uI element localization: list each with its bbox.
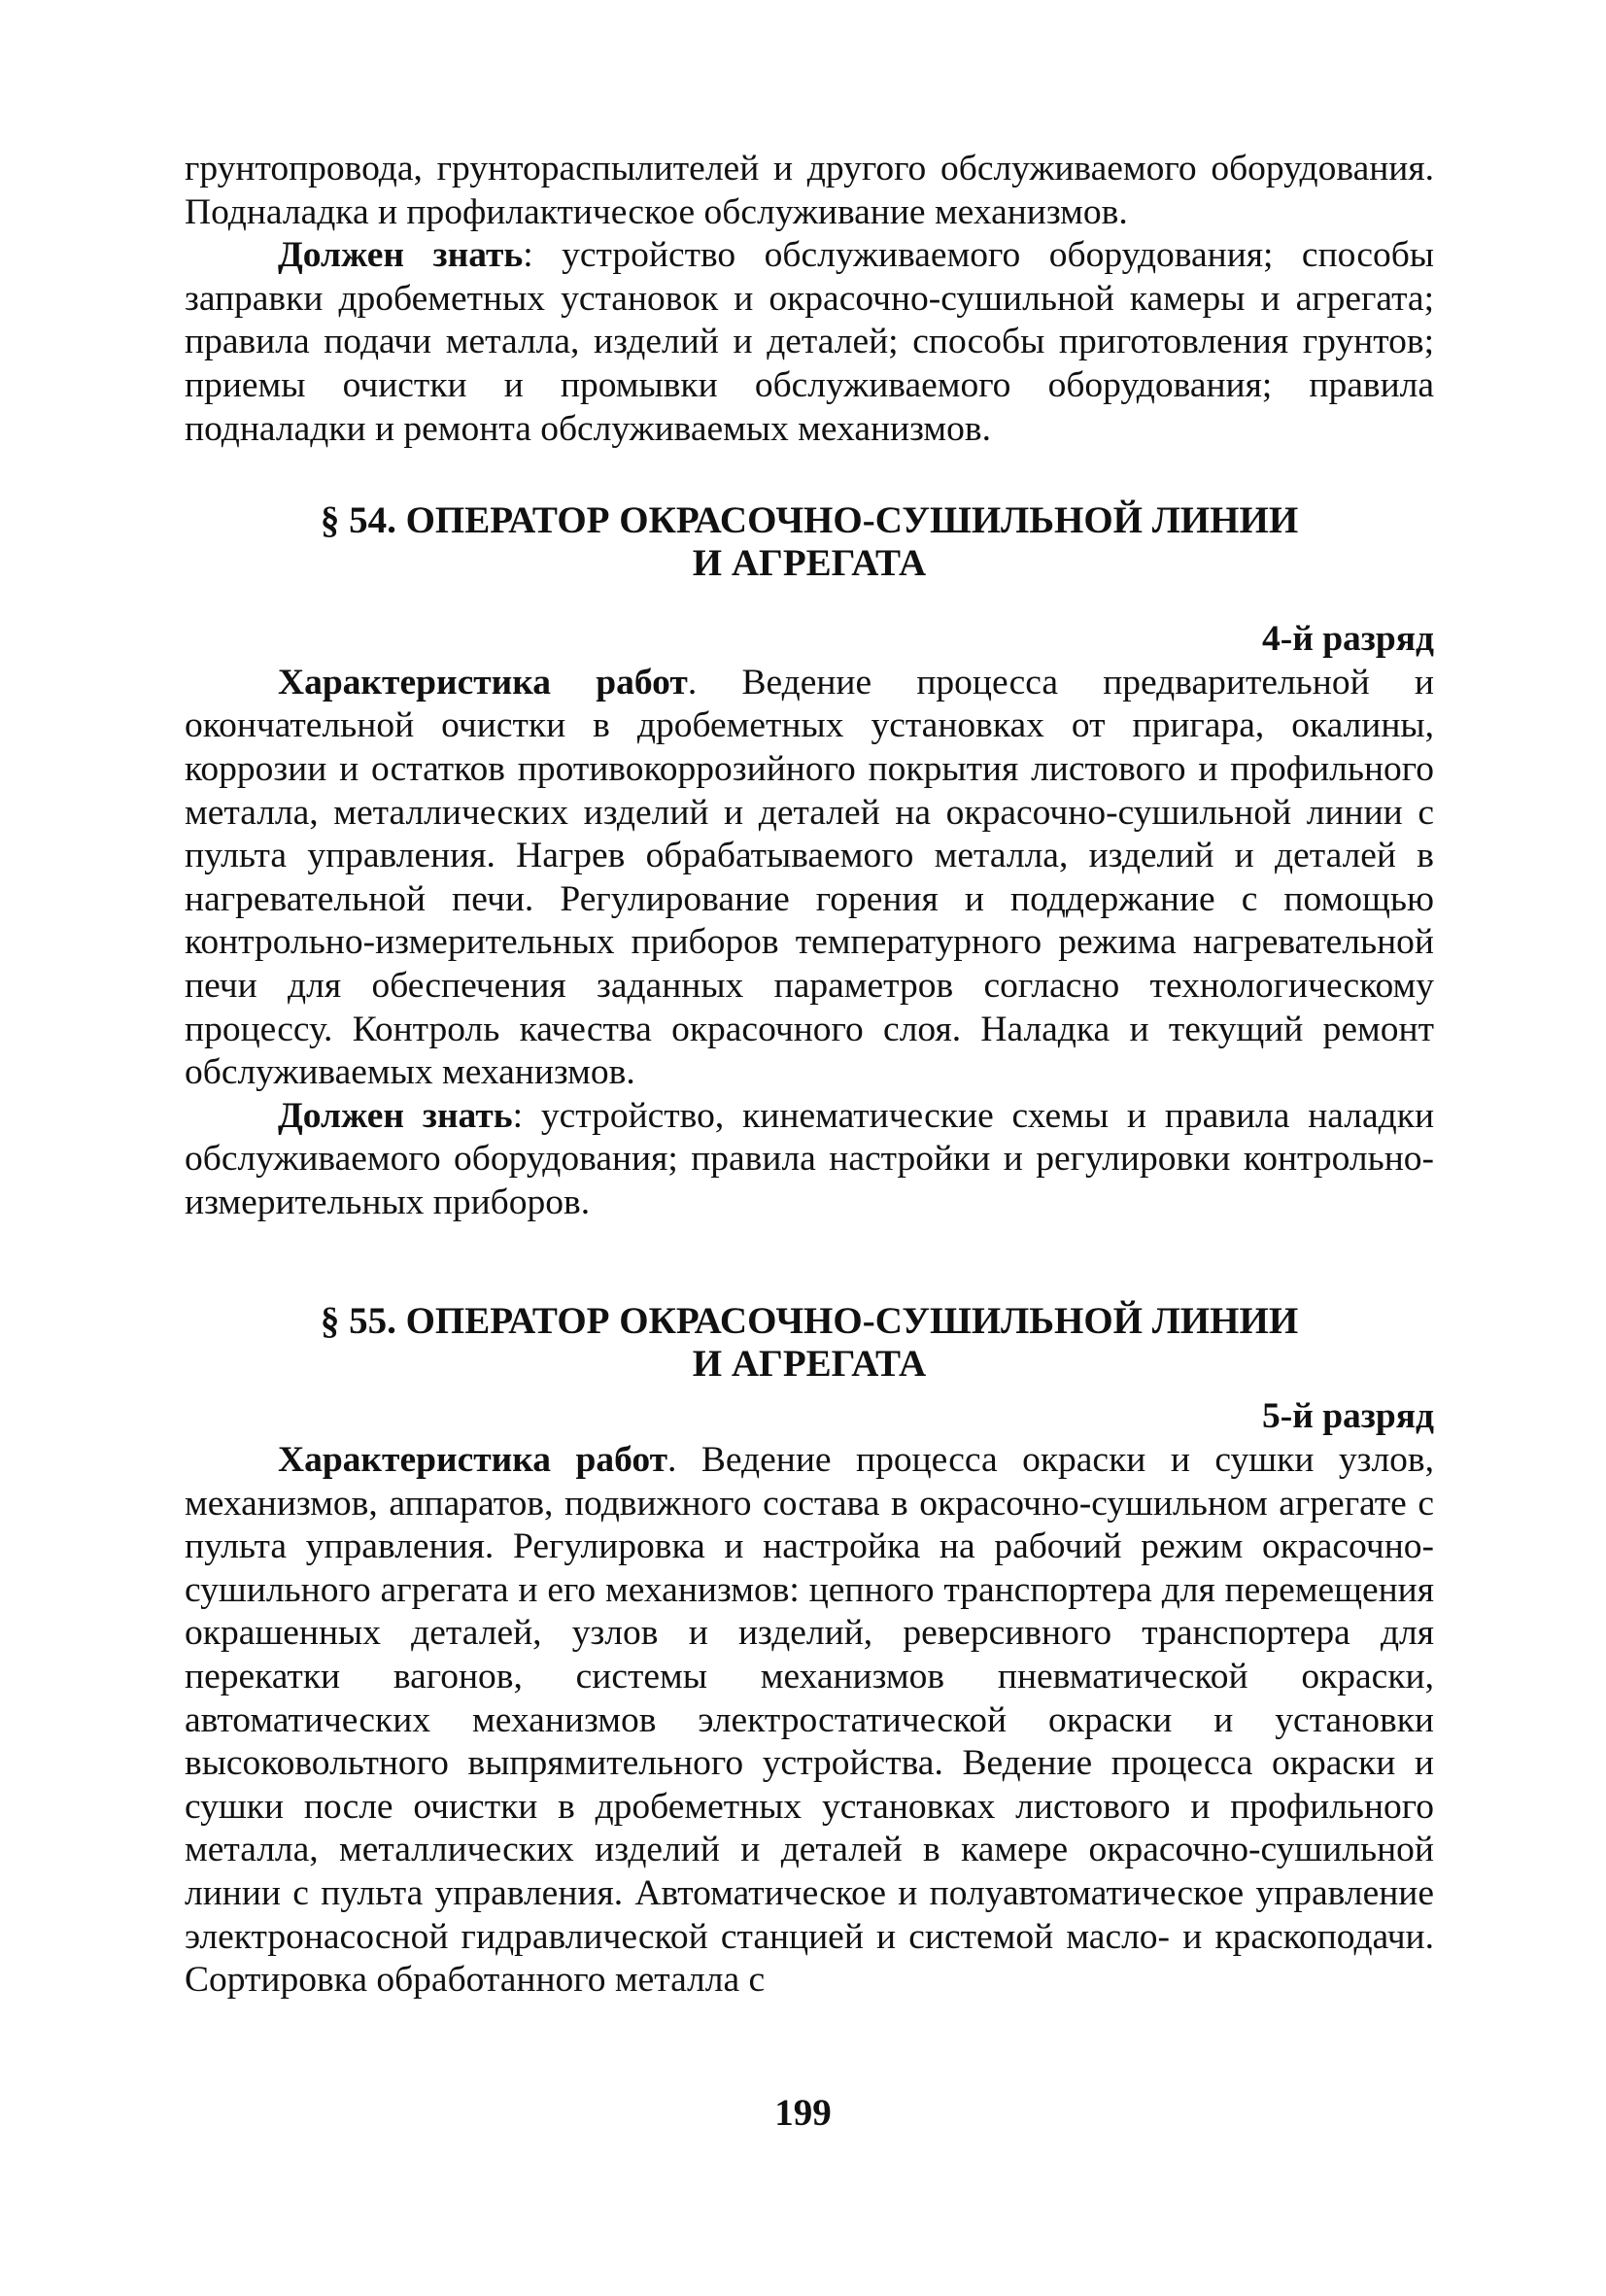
work-characteristics-label: Характеристика работ (278, 662, 688, 703)
must-know-text: : устройство, кинематические схемы и правила наладки обслуживаемого оборудования; правила настройки и регулировки контрольно-измерительных приборов. (185, 1095, 1435, 1222)
must-know-text: : устройство обслуживаемого оборудования; способы заправки дробеметных установок и окрасочно-сушильной камеры и агрегата; правила подачи металла, изделий и деталей; способы приготовления грунтов; приемы очистки и промывки обслуживаемого оборудования; правила подналадки и ремонта обслуживаемых механизмов. (185, 235, 1434, 449)
must-know-label: Должен знать (278, 235, 524, 276)
work-characteristics-text: . Ведение процесса окраски и сушки узлов, механизмов, аппаратов, подвижного состава в окрасочно-сушильном агрегате с пульта управления. Регулировка и настройка на рабочий режим окрасочно-сушильного агрегата и его механизмов: цепного транспортера для перемещения окрашенных деталей, узлов и изделий, реверсивного транспортера для перекатки вагонов, системы механизмов пневматической окраски, автоматических механизмов электростатической окраски и установки высоковольтного выпрямительного устройства. Ведение процесса окраски и сушки после очистки в дробеметных установках листового и профильного металла, металлических изделий и деталей в камере окрасочно-сушильной линии с пульта управления. Автоматическое и полуавтоматическое управление электронасосной гидравлической станцией и системой масло- и краскоподачи. Сортировка обработанного металла с (185, 1440, 1434, 2001)
section-54-title-line2: И АГРЕГАТА (692, 542, 927, 585)
section-55-title-line2: И АГРЕГАТА (692, 1343, 927, 1386)
section-54-must-know-paragraph (185, 1095, 1434, 1225)
work-characteristics-text: . Ведение процесса предварительной и окончательной очистки в дробеметных установках от пригара, окалины, коррозии и остатков противокоррозийного покрытия листового и профильного металла, металлических изделий и деталей на окрасочно-сушильной линии с пульта управления. Нагрев обрабатываемого металла, изделий и деталей в нагревательной печи. Регулирование горения и поддержание с помощью контрольно-измерительных приборов температурного режима нагревательной печи для обеспечения заданных параметров согласно технологическому процессу. Контроль качества окрасочного слоя. Наладка и текущий ремонт обслуживаемых механизмов. (185, 662, 1434, 1093)
section-54-title (185, 499, 1434, 585)
intro-must-know-paragraph (185, 234, 1434, 451)
must-know-label: Должен знать (278, 1095, 513, 1136)
section-55-title (185, 1300, 1434, 1386)
page-number: 199 (774, 2092, 832, 2134)
section-54-title-line1: § 54. ОПЕРАТОР ОКРАСОЧНО-СУШИЛЬНОЙ ЛИНИИ (320, 499, 1299, 542)
section-55-grade: 5-й разряд (1261, 1396, 1434, 1437)
intro-paragraph: грунтопровода, грунтораспылителей и другого обслуживаемого оборудования. Подналадка и профилактическое обслуживание механизмов. (185, 149, 1434, 232)
section-54-work-paragraph (185, 662, 1434, 1095)
section-55-work-paragraph (185, 1439, 1434, 2003)
work-characteristics-label: Характеристика работ (278, 1440, 668, 1481)
section-55-title-line1: § 55. ОПЕРАТОР ОКРАСОЧНО-СУШИЛЬНОЙ ЛИНИИ (320, 1300, 1299, 1343)
section-54-grade: 4-й разряд (1261, 619, 1434, 660)
